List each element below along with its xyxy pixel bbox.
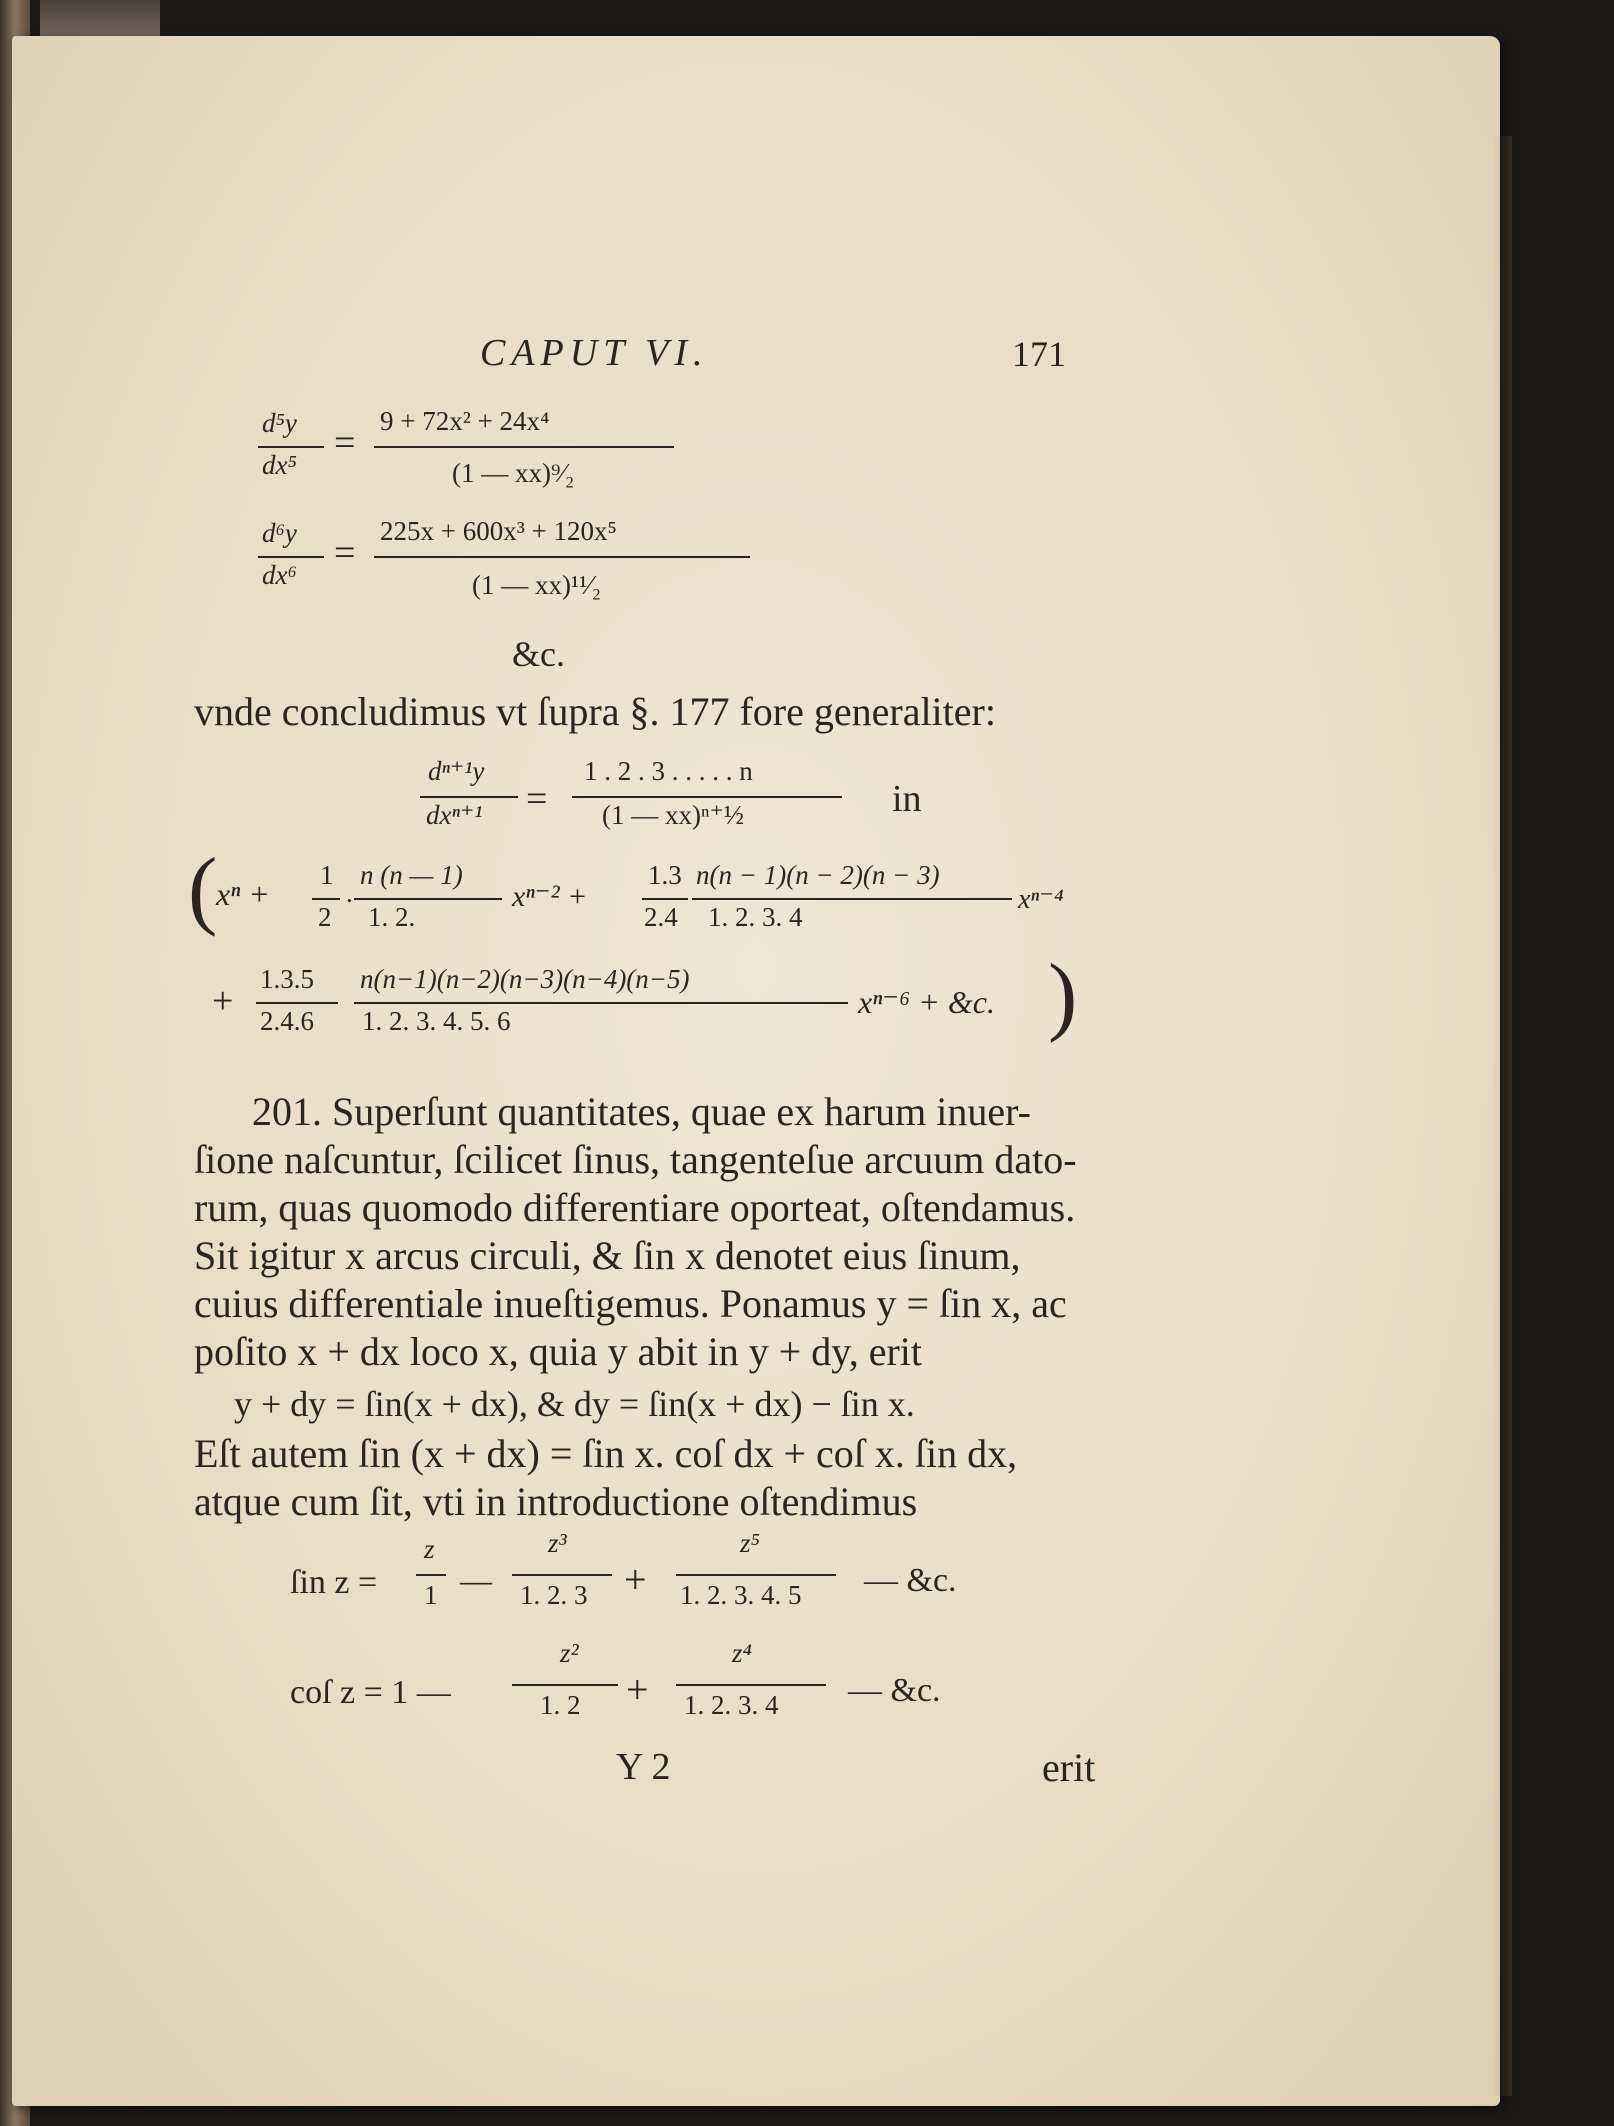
fraction-numerator: 1.3.5 bbox=[260, 964, 314, 994]
text-line: atque cum ſit, vti in introductione oſtendimus bbox=[194, 1479, 918, 1524]
series-term: xⁿ⁻⁴ bbox=[1018, 884, 1064, 915]
series-tail: — &c. bbox=[864, 1562, 957, 1599]
catchword: erit bbox=[1042, 1745, 1096, 1790]
signature-mark: Y 2 bbox=[616, 1746, 671, 1788]
running-title: CAPUT VI. bbox=[480, 332, 709, 374]
fraction-bar bbox=[374, 446, 674, 448]
fraction-denominator: 1. 2. 3. 4. 5 bbox=[680, 1580, 802, 1610]
rhs-numerator: 1 . 2 . 3 . . . . . n bbox=[584, 756, 753, 786]
fraction-bar bbox=[258, 446, 324, 448]
fraction-numerator: z⁵ bbox=[740, 1528, 760, 1558]
equals-sign: = bbox=[526, 778, 548, 820]
lhs-numerator: d⁵y bbox=[262, 408, 297, 438]
book-page bbox=[12, 36, 1500, 2106]
text-line: Sit igitur x arcus circuli, & ſin x denotet eius ſinum, bbox=[194, 1233, 1021, 1278]
lhs-denominator: dxⁿ⁺¹ bbox=[426, 800, 483, 830]
text-line: rum, quas quomodo differentiare oporteat, oſtendamus. bbox=[194, 1185, 1076, 1230]
page-number: 171 bbox=[1012, 334, 1066, 374]
fraction-denominator: 1. 2. 3. 4 bbox=[708, 902, 803, 932]
fraction-denominator: 1. 2. 3. 4. 5. 6 bbox=[362, 1006, 511, 1036]
fraction-denominator: 1. 2. 3 bbox=[520, 1580, 588, 1610]
fraction-bar bbox=[692, 898, 1012, 900]
in-word: in bbox=[892, 778, 922, 820]
right-parenthesis: ) bbox=[1048, 947, 1078, 1044]
sin-lhs: ſin z = bbox=[290, 1564, 378, 1601]
text-line: vnde concludimus vt ſupra §. 177 fore generaliter: bbox=[194, 689, 996, 734]
fraction-bar bbox=[374, 556, 750, 558]
fraction-denominator: 1. 2. bbox=[368, 902, 416, 932]
fraction-numerator: 1 bbox=[320, 860, 334, 890]
dot: . bbox=[346, 878, 353, 908]
series-tail: — &c. bbox=[848, 1672, 941, 1709]
fraction-bar bbox=[258, 556, 324, 558]
fraction-denominator: 1. 2 bbox=[540, 1690, 581, 1720]
cos-lhs: coſ z = 1 — bbox=[290, 1674, 451, 1711]
lhs-denominator: dx⁶ bbox=[262, 560, 297, 590]
left-parenthesis: ( bbox=[188, 841, 218, 938]
fraction-numerator: n(n−1)(n−2)(n−3)(n−4)(n−5) bbox=[360, 964, 690, 994]
text-line: poſito x + dx loco x, quia y abit in y + dy, erit bbox=[194, 1329, 922, 1374]
equals-sign: = bbox=[334, 422, 356, 464]
rhs-denominator: (1 — xx)⁹⁄₂ bbox=[452, 458, 575, 488]
fraction-numerator: n(n − 1)(n − 2)(n − 3) bbox=[696, 860, 940, 890]
fraction-bar bbox=[354, 1002, 848, 1004]
fraction-bar bbox=[512, 1684, 618, 1686]
fraction-denominator: 2.4 bbox=[644, 902, 678, 932]
text-line: 201. Superſunt quantitates, quae ex harum inuer- bbox=[252, 1089, 1031, 1134]
fraction-denominator: 1. 2. 3. 4 bbox=[684, 1690, 779, 1720]
fraction-numerator: z bbox=[424, 1534, 435, 1564]
fraction-denominator: 2 bbox=[318, 902, 332, 932]
fraction-bar bbox=[642, 898, 688, 900]
fraction-bar bbox=[420, 796, 518, 798]
plus-sign: + bbox=[212, 980, 234, 1022]
fraction-numerator: 1.3 bbox=[648, 860, 682, 890]
series-term: xⁿ⁻⁶ + &c. bbox=[858, 984, 995, 1020]
text-line: cuius differentiale inueſtigemus. Ponamus y = ſin x, ac bbox=[194, 1281, 1067, 1326]
fraction-bar bbox=[354, 898, 502, 900]
lhs-numerator: dⁿ⁺¹y bbox=[428, 756, 485, 786]
fraction-bar bbox=[312, 898, 340, 900]
fraction-bar bbox=[676, 1574, 836, 1576]
plus-sign: + bbox=[624, 1557, 647, 1602]
lhs-denominator: dx⁵ bbox=[262, 450, 297, 480]
fraction-denominator: 2.4.6 bbox=[260, 1006, 314, 1036]
series-term: xⁿ⁻² + bbox=[512, 880, 588, 913]
rhs-numerator: 9 + 72x² + 24x⁴ bbox=[380, 406, 550, 436]
fraction-bar bbox=[572, 796, 842, 798]
plus-sign: + bbox=[626, 1667, 649, 1712]
fraction-denominator: 1 bbox=[424, 1580, 438, 1610]
fraction-numerator: z³ bbox=[548, 1528, 567, 1558]
lhs-numerator: d⁶y bbox=[262, 518, 297, 548]
fraction-numerator: n (n — 1) bbox=[360, 860, 463, 890]
fraction-numerator: z² bbox=[560, 1638, 579, 1668]
equation-line: y + dy = ſin(x + dx), & dy = ſin(x + dx) − ſin x. bbox=[234, 1384, 915, 1424]
fraction-bar bbox=[512, 1574, 612, 1576]
text-line: Eſt autem ſin (x + dx) = ſin x. coſ dx + coſ x. ſin dx, bbox=[194, 1431, 1018, 1476]
equals-sign: = bbox=[334, 532, 356, 574]
etc-mark: &c. bbox=[512, 634, 565, 674]
fraction-numerator: z⁴ bbox=[732, 1638, 752, 1668]
fraction-bar bbox=[676, 1684, 826, 1686]
fraction-bar bbox=[256, 1002, 338, 1004]
text-line: ſione naſcuntur, ſcilicet ſinus, tangenteſue arcuum dato- bbox=[194, 1137, 1077, 1182]
rhs-denominator: (1 — xx)¹¹⁄₂ bbox=[472, 570, 602, 600]
fraction-bar bbox=[416, 1574, 446, 1576]
page-edge-shadow bbox=[1492, 136, 1512, 2096]
minus-sign: — bbox=[460, 1562, 492, 1598]
rhs-denominator: (1 — xx)ⁿ⁺½ bbox=[602, 800, 744, 830]
series-term: xⁿ + bbox=[216, 876, 270, 912]
rhs-numerator: 225x + 600x³ + 120x⁵ bbox=[380, 516, 617, 546]
